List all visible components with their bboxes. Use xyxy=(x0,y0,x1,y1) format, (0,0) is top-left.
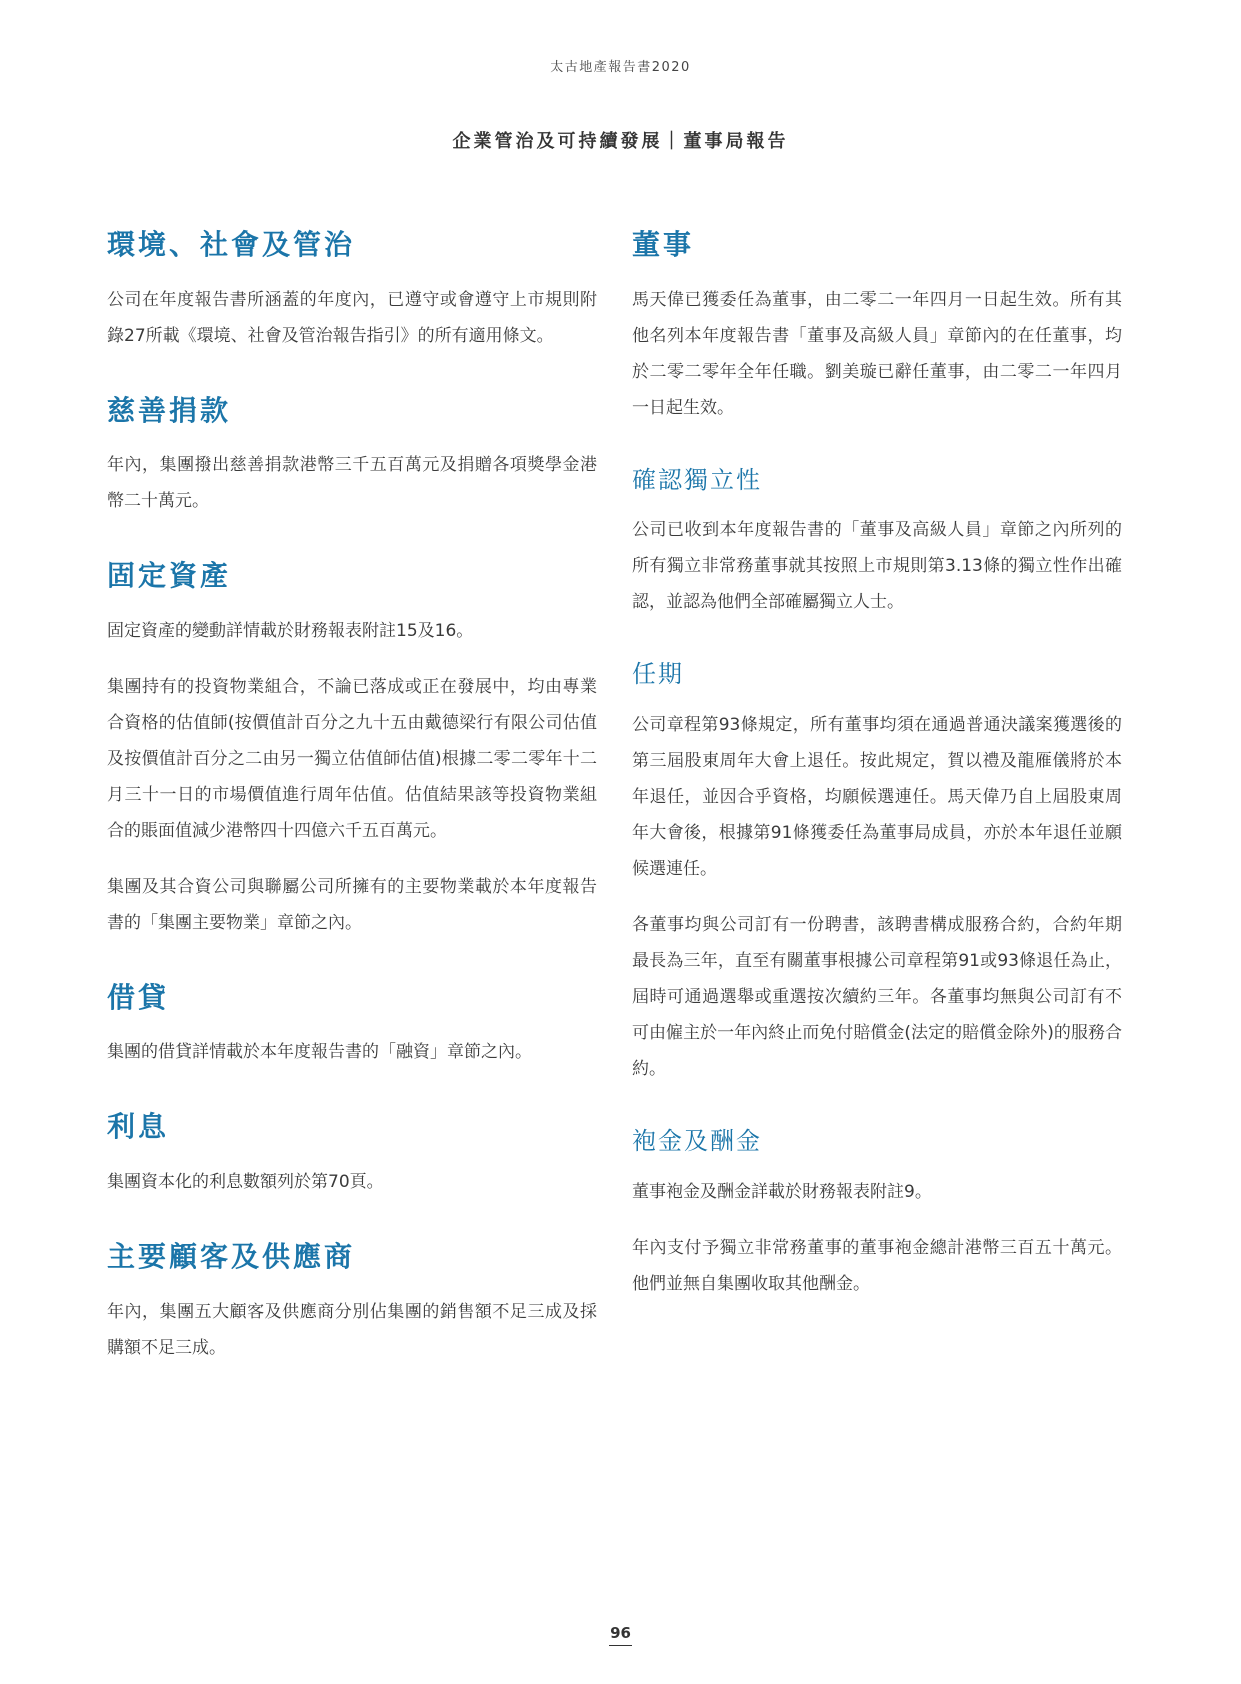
heading-esg: 環境、社會及管治 xyxy=(107,228,356,261)
heading-independence: 確認獨立性 xyxy=(632,465,762,494)
report-title: 太古地產報告書2020 xyxy=(550,60,691,75)
section-independence xyxy=(632,466,1122,621)
heading-directors: 董事 xyxy=(632,228,695,261)
left-column xyxy=(107,228,597,1386)
paragraph: 集團資本化的利息數額列於第70頁。 xyxy=(107,1171,384,1192)
heading-borrowings: 借貸 xyxy=(107,980,170,1014)
section-customers-suppliers xyxy=(107,1240,597,1366)
section-fees xyxy=(632,1127,1122,1302)
section-directors xyxy=(632,228,1122,426)
section-interest xyxy=(107,1110,597,1200)
paragraph: 集團持有的投資物業組合，不論已落成或正在發展中，均由專業合資格的估值師(按價值計百分之九十五由戴德梁行有限公司估值及按價值計百分之二由另一獨立估值師估值)根據二零二零年十二月三十一日的市場價值進行周年估值。估值結果該等投資物業組合的賬面值減少港幣四十四億六千五百萬元。 xyxy=(107,676,597,841)
section-esg xyxy=(107,228,597,354)
page-number-label: 96 xyxy=(609,1624,632,1646)
paragraph: 董事袍金及酬金詳載於財務報表附註9。 xyxy=(632,1181,932,1202)
section-fixed-assets xyxy=(107,559,597,941)
paragraph: 馬天偉已獲委任為董事，由二零二一年四月一日起生效。所有其他名列本年度報告書「董事及高級人員」章節內的在任董事，均於二零二零年全年任職。劉美璇已辭任董事，由二零二一年四月一日起生效。 xyxy=(632,289,1122,418)
section-term xyxy=(632,660,1122,1087)
right-column xyxy=(632,228,1122,1322)
paragraph: 公司在年度報告書所涵蓋的年度內，已遵守或會遵守上市規則附錄27所載《環境、社會及管治報告指引》的所有適用條文。 xyxy=(107,289,597,346)
paragraph: 固定資產的變動詳情載於財務報表附註15及16。 xyxy=(107,620,474,641)
paragraph: 年內，集團撥出慈善捐款港幣三千五百萬元及捐贈各項獎學金港幣二十萬元。 xyxy=(107,455,597,512)
heading-interest: 利息 xyxy=(107,1110,170,1144)
heading-term: 任期 xyxy=(632,660,684,689)
heading-donations: 慈善捐款 xyxy=(107,393,232,427)
heading-fixed-assets: 固定資產 xyxy=(107,559,232,593)
section-title: 企業管治及可持續發展｜董事局報告 xyxy=(452,131,789,152)
paragraph: 公司章程第93條規定，所有董事均須在通過普通決議案獲選後的第三屆股東周年大會上退任。按此規定，賀以禮及龍雁儀將於本年退任，並因合乎資格，均願候選連任。馬天偉乃自上屆股東周年大會後，根據第91條獲委任為董事局成員，亦於本年退任並願候選連任。 xyxy=(632,715,1122,880)
paragraph: 集團及其合資公司與聯屬公司所擁有的主要物業載於本年度報告書的「集團主要物業」章節之內。 xyxy=(107,876,597,933)
heading-fees: 袍金及酬金 xyxy=(632,1127,762,1156)
paragraph: 年內支付予獨立非常務董事的董事袍金總計港幣三百五十萬元。他們並無自集團收取其他酬金。 xyxy=(632,1237,1122,1294)
section-borrowings xyxy=(107,981,597,1071)
paragraph: 集團的借貸詳情載於本年度報告書的「融資」章節之內。 xyxy=(107,1042,532,1063)
page-number xyxy=(0,1624,1241,1646)
section-donations xyxy=(107,394,597,520)
paragraph: 各董事均與公司訂有一份聘書，該聘書構成服務合約，合約年期最長為三年，直至有關董事根據公司章程第91或93條退任為止，屆時可通過選舉或重選按次續約三年。各董事均無與公司訂有不可由僱主於一年內終止而免付賠償金(法定的賠償金除外)的服務合約。 xyxy=(632,915,1122,1080)
paragraph: 公司已收到本年度報告書的「董事及高級人員」章節之內所列的所有獨立非常務董事就其按照上市規則第3.13條的獨立性作出確認，並認為他們全部確屬獨立人士。 xyxy=(632,520,1122,613)
heading-customers-suppliers: 主要顧客及供應商 xyxy=(107,1239,356,1273)
paragraph: 年內，集團五大顧客及供應商分別佔集團的銷售額不足三成及採購額不足三成。 xyxy=(107,1301,597,1358)
